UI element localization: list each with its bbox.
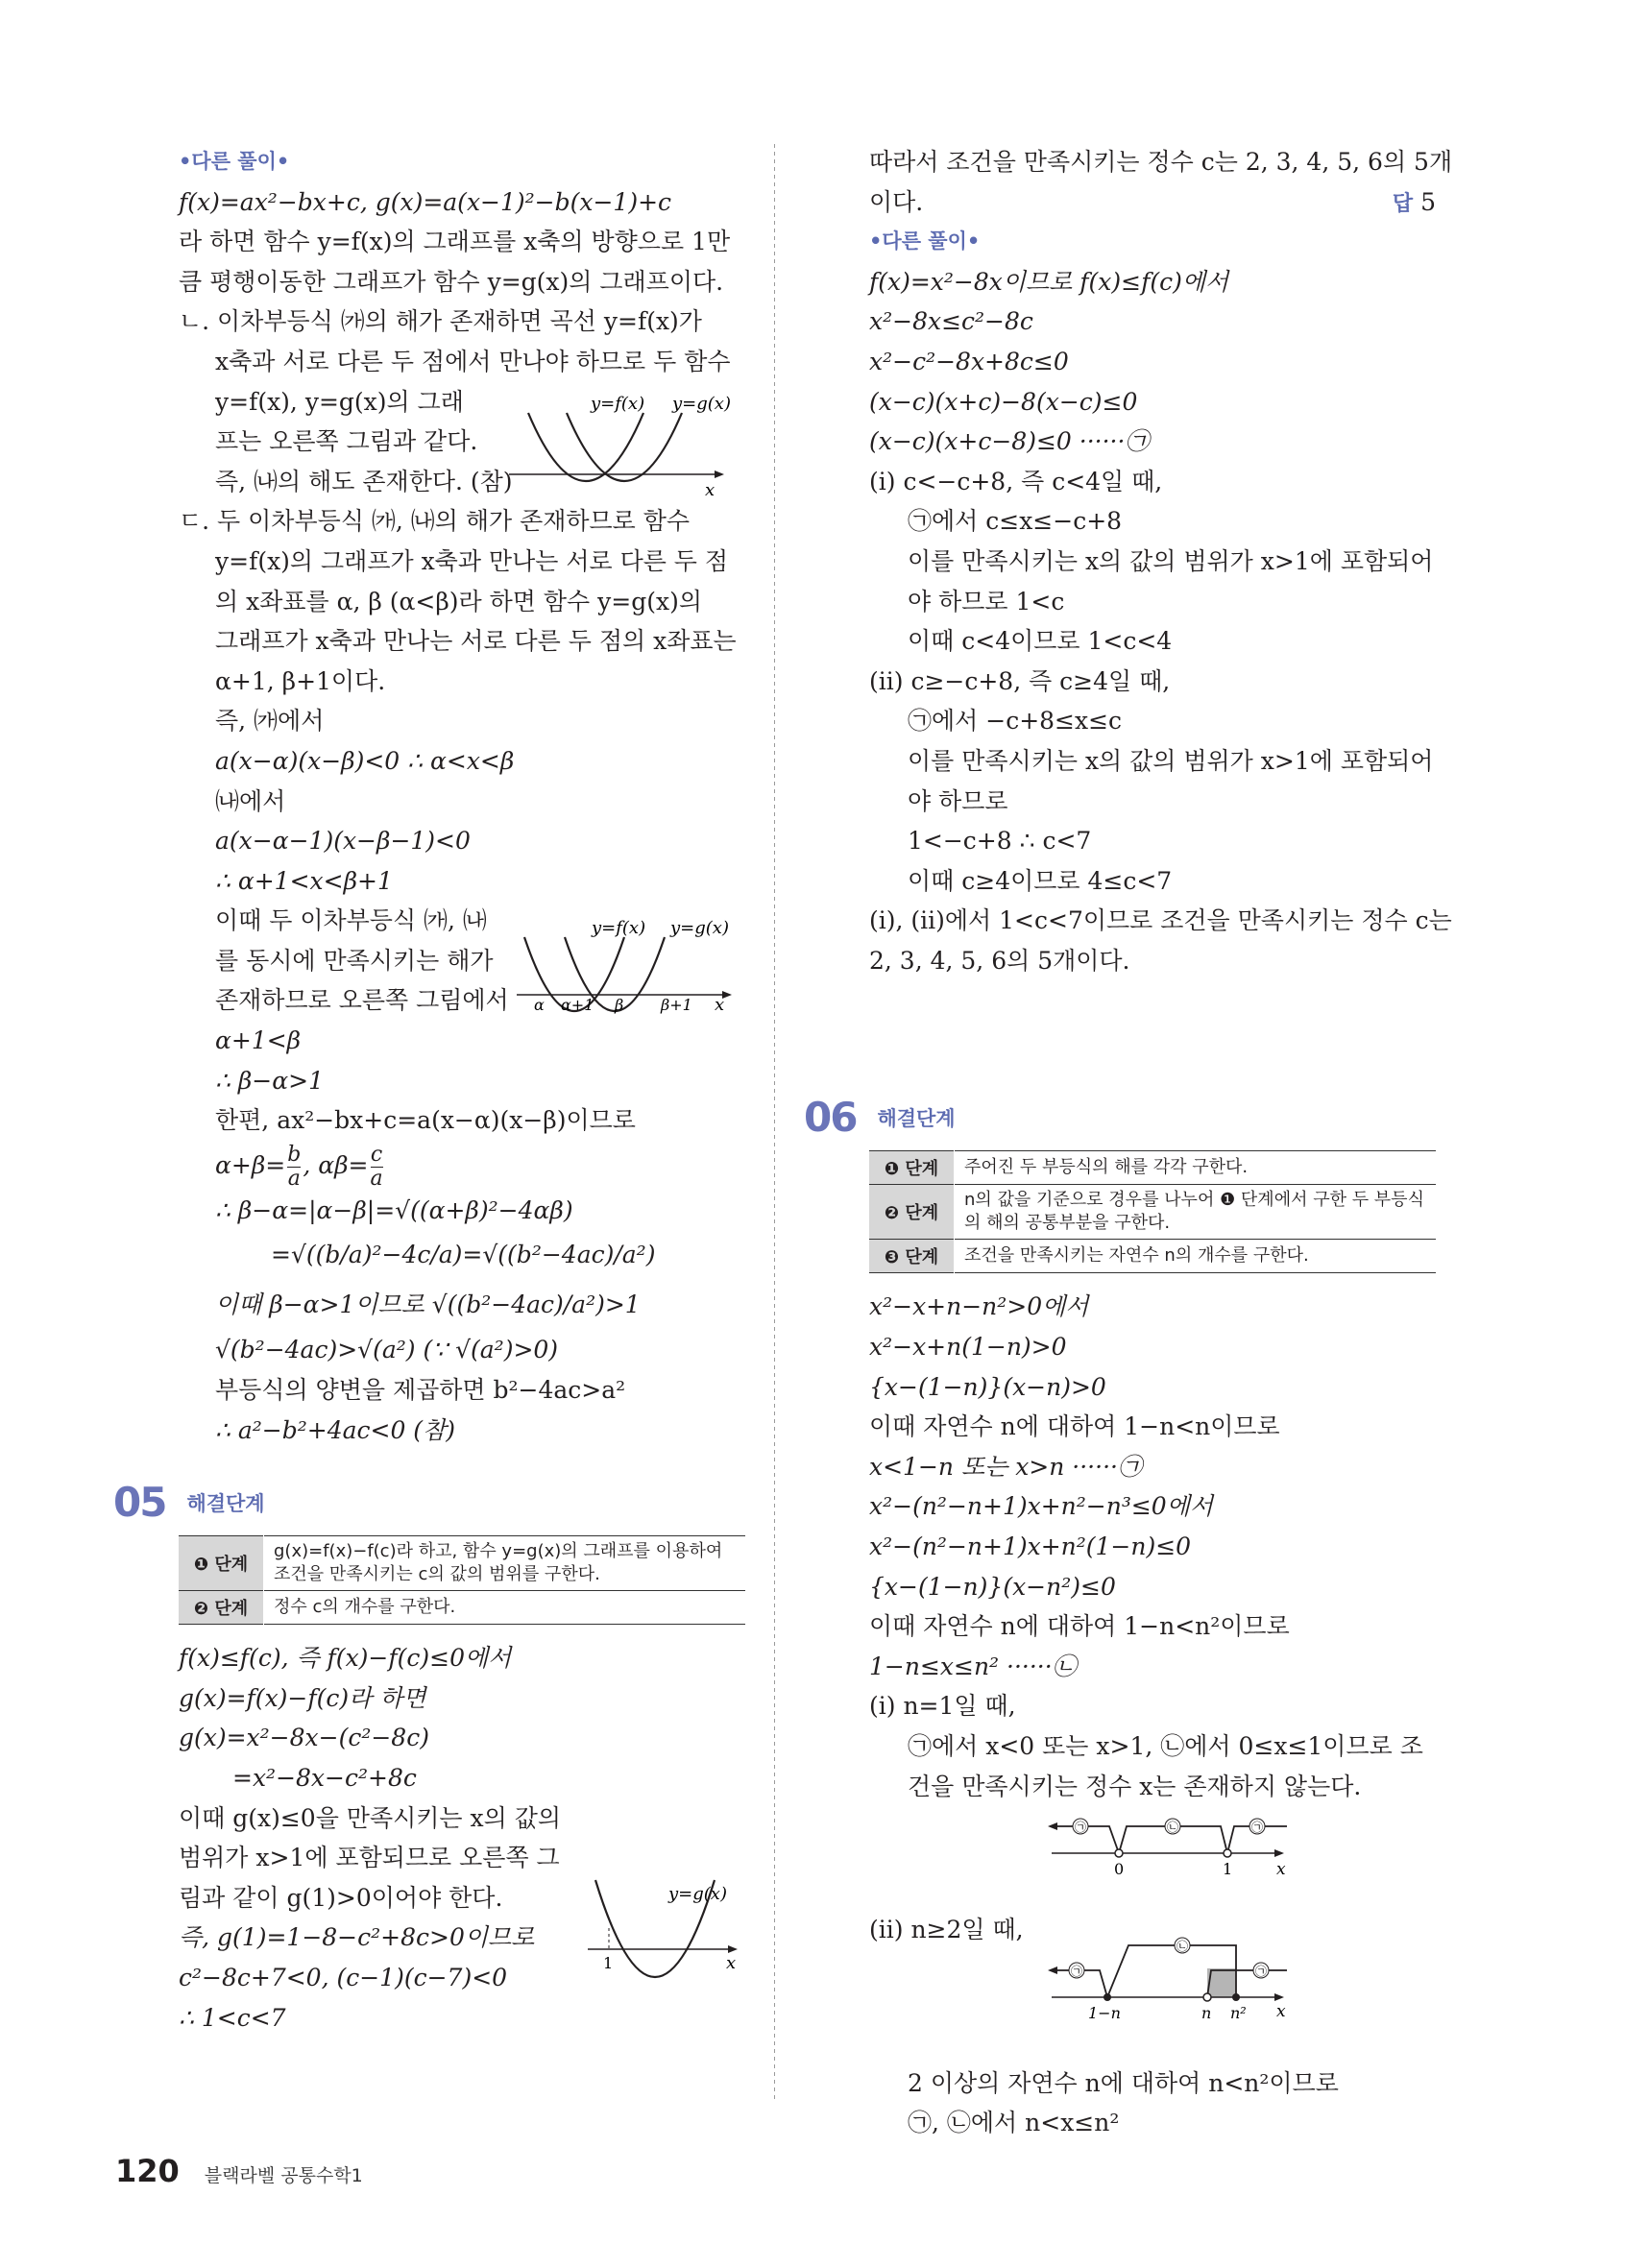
- text-line: (ⅰ), (ⅱ)에서 1<c<7이므로 조건을 만족시키는 정수 c는: [869, 906, 1452, 935]
- parabola-g-figure: [588, 1872, 751, 1997]
- f-label: y=f(x): [592, 918, 646, 938]
- zero-label: 0: [1114, 1860, 1125, 1878]
- step-row: [179, 1591, 745, 1625]
- alt-solution-label: •다른 풀이•: [869, 229, 981, 253]
- text-line: 1−n≤x≤n² ······㉡: [869, 1652, 1077, 1680]
- text-line: 이를 만족시키는 x의 값의 범위가 x>1에 포함되어: [908, 546, 1434, 575]
- text-line: 이때 c<4이므로 1<c<4: [908, 627, 1173, 656]
- text-line: x²−c²−8x+8c≤0: [869, 347, 1069, 375]
- step-text: n의 값을 기준으로 경우를 나누어 ❶ 단계에서 구한 두 부등식의 해의 공통부분을 구한다.: [964, 1190, 1424, 1234]
- text-line: (ⅱ) c≥−c+8, 즉 c≥4일 때,: [869, 666, 1171, 695]
- text-line: x²−(n²−n+1)x+n²(1−n)≤0: [869, 1532, 1192, 1561]
- text-line: 큼 평행이동한 그래프가 함수 y=g(x)의 그래프이다.: [179, 267, 724, 296]
- step-row: [869, 1240, 1436, 1273]
- step-row: [179, 1536, 745, 1591]
- alt-solution-label: •다른 풀이•: [179, 150, 290, 173]
- problem-05-header: [113, 1479, 745, 1526]
- text-line: ∴ α+1<x<β+1: [215, 866, 393, 895]
- text-line: x<1−n 또는 x>n ······㉠: [869, 1452, 1142, 1481]
- text-line: ㉠에서 −c+8≤x≤c: [908, 707, 1123, 736]
- text-line: y=f(x), y=g(x)의 그래: [215, 387, 464, 416]
- text-line: x²−x+n(1−n)>0: [869, 1333, 1067, 1362]
- text-line: 이때 c≥4이므로 4≤c<7: [908, 866, 1173, 895]
- text-line: ∴ β−α>1: [215, 1066, 324, 1095]
- g-label: y=g(x): [670, 918, 729, 938]
- text-line: a(x−α−1)(x−β−1)<0: [215, 827, 471, 856]
- text-line: 의 x좌표를 α, β (α<β)라 하면 함수 y=g(x)의: [215, 587, 702, 615]
- text-line: ㄴ. 이차부등식 ㈎의 해가 존재하면 곡선 y=f(x)가: [179, 307, 702, 336]
- text-line: 따라서 조건을 만족시키는 정수 c는 2, 3, 4, 5, 6의 5개: [869, 148, 1453, 176]
- circle-a-label: ㉠: [1255, 1965, 1268, 1978]
- text-line: (x−c)(x+c)−8(x−c)≤0: [869, 387, 1138, 416]
- circle-a-label: ㉠: [1075, 1821, 1087, 1834]
- step-label: ❶ 단계: [869, 1151, 955, 1185]
- circle-b-label: ㉡: [1176, 1940, 1189, 1953]
- page-number: 120: [115, 2153, 180, 2189]
- parabolas-figure-2: [517, 912, 757, 1032]
- text-line: ∴ 1<c<7: [179, 2003, 286, 2032]
- text-line: ㈏에서: [215, 786, 286, 815]
- page-footer: [115, 2153, 363, 2189]
- step-row: [869, 1151, 1436, 1185]
- one-label: 1: [1223, 1860, 1233, 1878]
- answer-value: 5: [1420, 187, 1436, 216]
- step-table: [179, 1535, 745, 1625]
- step-text: 주어진 두 부등식의 해를 각각 구한다.: [964, 1157, 1249, 1178]
- text-line: f(x)≤f(c), 즉 f(x)−f(c)≤0에서: [179, 1644, 512, 1673]
- g-label: y=g(x): [672, 394, 731, 414]
- text-line: 1<−c+8 ∴ c<7: [908, 827, 1092, 856]
- beta-label: β: [615, 996, 624, 1014]
- text-line: 한편, ax²−bx+c=a(x−α)(x−β)이므로: [215, 1106, 636, 1135]
- text-line: y=f(x)의 그래프가 x축과 만나는 서로 다른 두 점: [215, 546, 729, 575]
- text-line: 야 하므로: [908, 786, 1008, 815]
- text-line: 범위가 x>1에 포함되므로 오른쪽 그: [179, 1844, 560, 1872]
- text-line: ㉠, ㉡에서 n<x≤n²: [908, 2109, 1120, 2137]
- number-line-n2: [1042, 1930, 1301, 2026]
- text-line: c²−8c+7<0, (c−1)(c−7)<0: [179, 1963, 508, 1991]
- text-line: 이다.: [869, 187, 924, 216]
- step-label: ❷ 단계: [869, 1185, 955, 1240]
- text-line: =√((b/a)²−4c/a)=√((b²−4ac)/a²): [271, 1241, 656, 1269]
- text-line: α+1<β: [215, 1026, 302, 1055]
- text-line: 이때 g(x)≤0을 만족시키는 x의 값의: [179, 1803, 561, 1832]
- text-line: 존재하므로 오른쪽 그림에서: [215, 986, 509, 1015]
- text-line: 야 하므로 1<c: [908, 587, 1065, 615]
- alpha1-label: α+1: [561, 996, 594, 1014]
- text-line: 이때 자연수 n에 대하여 1−n<n이므로: [869, 1412, 1280, 1441]
- text-line: ∴ a²−b²+4ac<0 (참): [215, 1415, 455, 1444]
- answer-line: [869, 182, 1436, 223]
- step-title: 해결단계: [186, 1491, 265, 1515]
- step-label: ❸ 단계: [869, 1240, 955, 1273]
- vieta-line: [179, 1141, 745, 1191]
- text-line: 이때 β−α>1이므로 √((b²−4ac)/a²)>1: [215, 1291, 641, 1319]
- x-label: x: [705, 480, 715, 500]
- x-label: x: [1276, 2002, 1286, 2021]
- text-line: 즉, g(1)=1−8−c²+8c>0이므로: [179, 1923, 535, 1952]
- text-line: 림과 같이 g(1)>0이어야 한다.: [179, 1883, 503, 1912]
- g-label: y=g(x): [668, 1884, 727, 1904]
- text-line: (ⅰ) c<−c+8, 즉 c<4일 때,: [869, 467, 1163, 495]
- text-line: 이를 만족시키는 x의 값의 범위가 x>1에 포함되어: [908, 746, 1434, 775]
- step-title: 해결단계: [877, 1106, 956, 1130]
- text-line: x축과 서로 다른 두 점에서 만나야 하므로 두 함수: [215, 347, 731, 375]
- fraction: $\frac{c}{a}$: [370, 1142, 383, 1191]
- number-line-n1: [1042, 1805, 1301, 1882]
- answer-tag: 답: [1392, 191, 1414, 216]
- text-line: 2, 3, 4, 5, 6의 5개이다.: [869, 946, 1130, 975]
- text-line: x²−x+n−n²>0에서: [869, 1292, 1089, 1321]
- step-label: ❶ 단계: [179, 1536, 264, 1591]
- circle-a-label: ㉠: [1251, 1821, 1264, 1834]
- vieta-product: , αβ=: [303, 1150, 369, 1179]
- text-line: (x−c)(x+c−8)≤0 ······㉠: [869, 427, 1150, 456]
- text-line: 건을 만족시키는 정수 x는 존재하지 않는다.: [908, 1772, 1362, 1800]
- step-text: 조건을 만족시키는 자연수 n의 개수를 구한다.: [964, 1245, 1309, 1267]
- text-line: ㉠에서 x<0 또는 x>1, ㉡에서 0≤x≤1이므로 조: [908, 1732, 1423, 1760]
- text-line: {x−(1−n)}(x−n²)≤0: [869, 1572, 1116, 1601]
- text-line: {x−(1−n)}(x−n)>0: [869, 1372, 1106, 1401]
- p2-label: n: [1201, 2004, 1212, 2022]
- text-line: ㉠에서 c≤x≤−c+8: [908, 507, 1123, 536]
- text-line: 즉, ㈎에서: [215, 707, 325, 736]
- circle-a-label: ㉠: [1071, 1965, 1083, 1978]
- text-line: a(x−α)(x−β)<0 ∴ α<x<β: [215, 746, 515, 775]
- text-line: x²−(n²−n+1)x+n²−n³≤0에서: [869, 1492, 1213, 1521]
- text-line: (ⅰ) n=1일 때,: [869, 1692, 1016, 1721]
- text-line: g(x)=x²−8x−(c²−8c): [179, 1724, 429, 1752]
- text-line: 이때 두 이차부등식 ㈎, ㈏: [215, 906, 487, 935]
- step-text: g(x)=f(x)−f(c)라 하고, 함수 y=g(x)의 그래프를 이용하여 조건을 만족시키는 c의 값의 범위를 구한다.: [274, 1541, 723, 1585]
- column-divider: [774, 144, 775, 2103]
- x-label: x: [1276, 1860, 1286, 1879]
- parabolas-figure-1: [509, 386, 749, 501]
- text-line: 부등식의 양변을 제곱하면 b²−4ac>a²: [215, 1376, 626, 1405]
- text-line: 2 이상의 자연수 n에 대하여 n<n²이므로: [908, 2068, 1339, 2097]
- book-title: 블랙라벨 공통수학1: [204, 2165, 363, 2186]
- text-line: 프는 오른쪽 그림과 같다.: [215, 427, 478, 456]
- x-label: x: [726, 1953, 737, 1973]
- text-line: 이때 자연수 n에 대하여 1−n<n²이므로: [869, 1612, 1290, 1641]
- text-line: (ⅱ) n≥2일 때,: [869, 1916, 1024, 1944]
- circle-b-label: ㉡: [1167, 1821, 1179, 1834]
- fraction: $\frac{b}{a}$: [287, 1142, 302, 1191]
- text-line: x²−8x≤c²−8c: [869, 307, 1033, 336]
- one-label: 1: [603, 1954, 614, 1972]
- x-label: x: [715, 995, 725, 1015]
- f-label: y=f(x): [591, 394, 645, 414]
- p3-label: n²: [1230, 2004, 1247, 2022]
- text-line: 그래프가 x축과 만나는 서로 다른 두 점의 x좌표는: [215, 627, 737, 656]
- problem-06-header: [804, 1094, 1436, 1141]
- text-line: ㄷ. 두 이차부등식 ㈎, ㈏의 해가 존재하므로 함수: [179, 507, 691, 536]
- problem-number: 05: [113, 1479, 166, 1527]
- text-line: 즉, ㈏의 해도 존재한다. (참): [215, 467, 513, 495]
- vieta-sum: α+β=: [215, 1150, 286, 1179]
- step-table: [869, 1150, 1436, 1273]
- problem-number: 06: [804, 1094, 857, 1142]
- alpha-label: α: [534, 996, 545, 1014]
- text-line: √(b²−4ac)>√(a²) (∵ √(a²)>0): [215, 1336, 559, 1364]
- text-line: g(x)=f(x)−f(c)라 하면: [179, 1683, 426, 1712]
- text-line: α+1, β+1이다.: [215, 666, 386, 695]
- text-line: 를 동시에 만족시키는 해가: [215, 946, 494, 975]
- step-label: ❷ 단계: [179, 1591, 264, 1625]
- text-line: ∴ β−α=|α−β|=√((α+β)²−4αβ): [215, 1195, 573, 1224]
- text-line: f(x)=ax²−bx+c, g(x)=a(x−1)²−b(x−1)+c: [179, 187, 672, 216]
- text-line: =x²−8x−c²+8c: [232, 1764, 417, 1792]
- text-line: f(x)=x²−8x이므로 f(x)≤f(c)에서: [869, 267, 1229, 296]
- answer: [1393, 182, 1436, 225]
- step-row: [869, 1185, 1436, 1240]
- text-line: 라 하면 함수 y=f(x)의 그래프를 x축의 방향으로 1만: [179, 228, 731, 256]
- beta1-label: β+1: [661, 996, 692, 1014]
- p1-label: 1−n: [1088, 2004, 1121, 2022]
- step-text: 정수 c의 개수를 구한다.: [274, 1597, 456, 1618]
